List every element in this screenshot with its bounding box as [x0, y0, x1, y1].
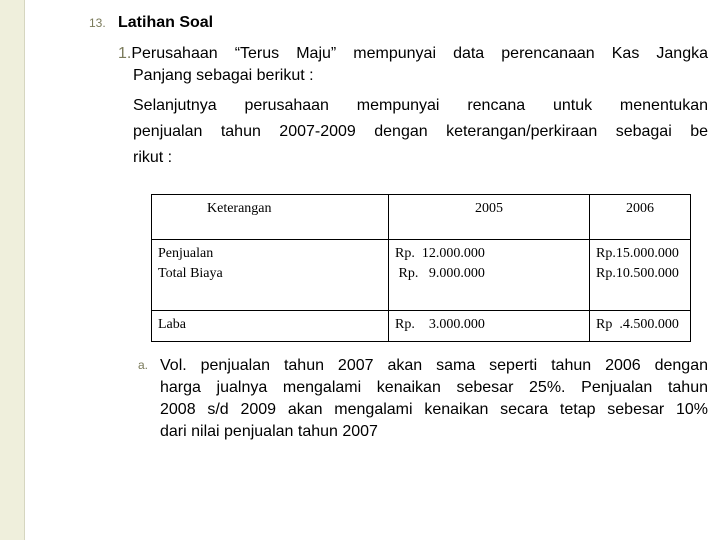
- table-cell: [389, 311, 590, 342]
- problem-line-1: [118, 43, 708, 65]
- sidebar-decoration: [0, 0, 24, 540]
- cell-label: Total Biaya: [158, 266, 223, 281]
- table-row: [152, 240, 691, 311]
- plan-line-3: rikut :: [133, 149, 173, 166]
- header-2006: 2006: [590, 195, 691, 240]
- table-cell: [152, 311, 389, 342]
- cell-value: Rp.10.500.000: [596, 266, 679, 281]
- header-keterangan: Keterangan: [152, 195, 389, 240]
- list-number: 13.: [89, 16, 106, 30]
- table-cell: [152, 240, 389, 311]
- sidebar-divider: [24, 0, 25, 540]
- plan-line-2: penjualan tahun 2007-2009 dengan keterangan/perkiraan sebagai be: [133, 123, 708, 140]
- table-cell: [389, 240, 590, 311]
- table-cell: [590, 311, 691, 342]
- cell-value: Rp .4.500.000: [596, 317, 679, 332]
- cell-value: Rp.15.000.000: [596, 246, 679, 261]
- question-line-2: harga jualnya mengalami kenaikan sebesar 25%. Penjualan tahun: [160, 379, 708, 396]
- cell-value: Rp. 12.000.000: [395, 246, 485, 261]
- problem-paragraph: [118, 43, 708, 87]
- question-marker: a.: [138, 358, 149, 372]
- page-title: Latihan Soal: [118, 14, 214, 31]
- cell-label: Laba: [158, 317, 186, 332]
- plan-paragraph: [133, 93, 708, 171]
- question-line-3: 2008 s/d 2009 akan mengalami kenaikan secara tetap sebesar 10%: [160, 401, 708, 418]
- table-header-row: [152, 195, 691, 240]
- plan-line-1: Selanjutnya perusahaan mempunyai rencana untuk menentukan: [133, 97, 708, 114]
- table-row: [152, 311, 691, 342]
- cell-value: Rp. 3.000.000: [395, 317, 485, 332]
- question-paragraph: [160, 355, 708, 443]
- data-table: [151, 194, 691, 342]
- problem-line-2: Panjang sebagai berikut :: [133, 67, 314, 84]
- table-cell: [590, 240, 691, 311]
- header-2005: 2005: [389, 195, 590, 240]
- question-line-4: dari nilai penjualan tahun 2007: [160, 423, 378, 440]
- cell-value: Rp. 9.000.000: [395, 266, 485, 281]
- cell-label: Penjualan: [158, 246, 214, 261]
- problem-number: 1.: [118, 45, 132, 62]
- problem-text-1: Perusahaan “Terus Maju” mempunyai data perencanaan Kas Jangka: [131, 45, 708, 62]
- question-line-1: Vol. penjualan tahun 2007 akan sama seperti tahun 2006 dengan: [160, 357, 708, 374]
